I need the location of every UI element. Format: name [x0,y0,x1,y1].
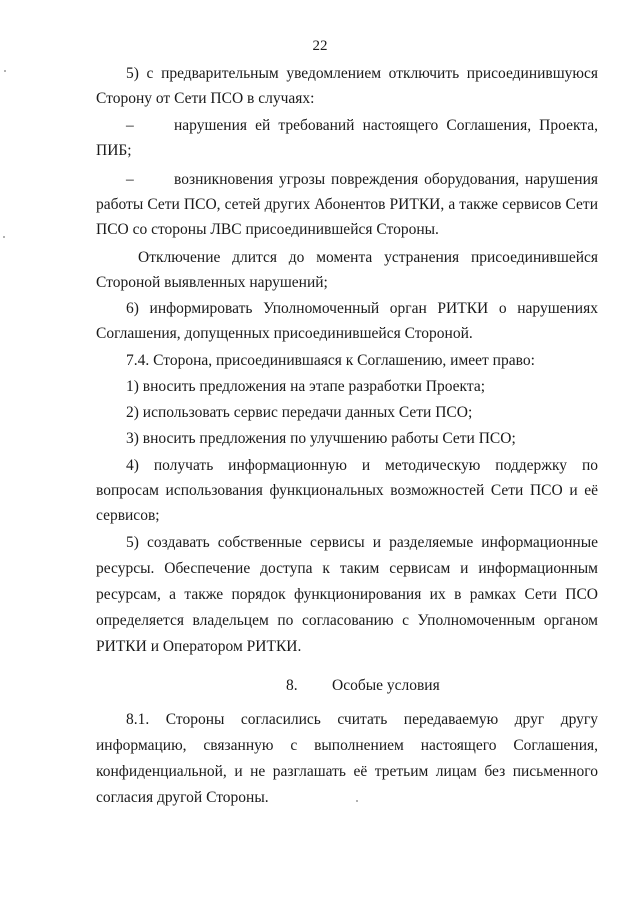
text-line: Отключение длится до момента устранения присоединившейся [138,249,598,266]
dash-item [126,116,598,136]
scan-speck [4,70,6,72]
text-line: возникновения угрозы повреждения оборудования, нарушения [174,171,598,188]
text-line: определяется владельцем по согласованию с Уполномоченным органом [96,612,598,629]
text-line: вопросам использования функциональных возможностей Сети ПСО и её [96,482,598,499]
section-8-1: 8.1. Стороны согласились считать передаваемую друг другу [126,711,598,728]
text-line: нарушения ей требований настоящего Соглашения, Проекта, [174,117,598,134]
text-line: ресурсы. Обеспечение доступа к таким сервисам и информационным [96,560,598,577]
text-line: Соглашения, допущенных присоединившейся Стороной. [96,325,473,342]
text-line: Сторону от Сети ПСО в случаях: [96,90,315,107]
text-line: Стороной выявленных нарушений; [96,274,328,291]
list-item: 5) создавать собственные сервисы и разделяемые информационные [126,534,598,551]
section-7-4: 7.4. Сторона, присоединившаяся к Соглашению, имеет право: [126,352,535,369]
text-line: информацию, связанную с выполнением настоящего Соглашения, [96,737,598,754]
text-line: ПИБ; [96,142,132,159]
list-item: 3) вносить предложения по улучшению работы Сети ПСО; [126,430,516,447]
text-line: ресурсам, а также порядок функционирования их в рамках Сети ПСО [96,586,598,603]
dash-item [126,170,598,190]
list-item: 2) использовать сервис передачи данных Сети ПСО; [126,404,473,421]
text-line: работы Сети ПСО, сетей других Абонентов РИТКИ, а также сервисов Сети [96,196,598,213]
dash-marker: – [126,117,134,134]
section-number: 8. [286,677,298,694]
text-line: сервисов; [96,507,160,524]
text-line: 5) с предварительным уведомлением отключить присоединившуюся [126,65,598,82]
section-title: Особые условия [332,677,440,694]
dash-marker: – [126,171,134,188]
text-line: 6) информировать Уполномоченный орган РИТКИ о нарушениях [126,300,598,317]
list-item: 1) вносить предложения на этапе разработки Проекта; [126,378,486,395]
scan-speck [356,800,358,802]
scan-speck [3,236,5,238]
list-item: 4) получать информационную и методическую поддержку по [126,457,598,474]
page-number: 22 [312,38,328,54]
text-line: конфиденциальной, и не разглашать её третьим лицам без письменного [96,763,598,780]
text-line: ПСО со стороны ЛВС присоединившейся Стороны. [96,221,439,238]
text-line: согласия другой Стороны. [96,789,269,806]
text-line: РИТКИ и Оператором РИТКИ. [96,638,302,655]
